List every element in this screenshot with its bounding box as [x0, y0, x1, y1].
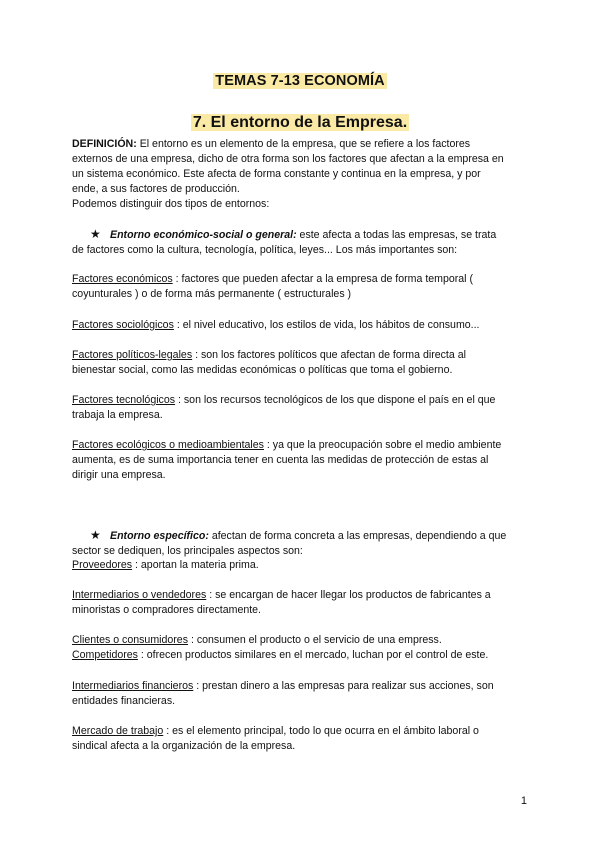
- specific-line: sector se dediquen, los principales aspectos son:: [72, 545, 303, 557]
- specific-item-line: [72, 648, 532, 663]
- specific-item: [72, 679, 532, 709]
- specific-item-text: sindical afecta a la organización de la empresa.: [72, 740, 296, 752]
- specific-line: [72, 528, 532, 544]
- star-bullet-icon: ★: [90, 528, 101, 542]
- star-bullet-icon: ★: [90, 227, 101, 241]
- specific-item: [72, 633, 532, 663]
- factor-name: Factores tecnológicos: [72, 394, 176, 406]
- factor-item: [72, 393, 532, 423]
- specific-item-text: : es el elemento principal, todo lo que ocurra en el ámbito laboral o: [163, 725, 479, 737]
- specific-item-line: [72, 679, 532, 694]
- factor-name: Factores ecológicos o medioambientales: [72, 439, 264, 451]
- factor-item: [72, 272, 532, 302]
- general-label: Entorno económico-social o general:: [110, 229, 297, 241]
- specific-item-text: minoristas o compradores directamente.: [72, 604, 262, 616]
- specific-item-name: Intermediarios financieros: [72, 680, 194, 692]
- factor-line: [72, 272, 532, 287]
- definition-line: [72, 137, 532, 152]
- specific-item-text: : se encargan de hacer llegar los productos de fabricantes a: [206, 589, 491, 601]
- factor-text: : son los factores políticos que afectan de forma directa al: [192, 349, 466, 361]
- page-number: 1: [520, 795, 527, 807]
- factor-item: [72, 318, 532, 333]
- specific-item-name: Proveedores: [72, 559, 133, 571]
- specific-item-text: : aportan la materia prima.: [132, 559, 259, 571]
- section-title-container: [0, 114, 600, 132]
- factor-line: [72, 438, 532, 453]
- specific-item-name: Mercado de trabajo: [72, 725, 164, 737]
- title-container: [0, 72, 600, 90]
- factor-text: bienestar social, como las medidas económicas o políticas que toma el gobierno.: [72, 364, 453, 376]
- factor-name: Factores sociológicos: [72, 319, 174, 331]
- definition-text: El entorno es un elemento de la empresa, que se refiere a los factores: [136, 138, 471, 150]
- factor-line: [72, 318, 532, 333]
- specific-item-line: [72, 724, 532, 739]
- factor-line: [72, 393, 532, 408]
- specific-label: Entorno específico:: [110, 530, 209, 542]
- specific-item-text: : prestan dinero a las empresas para realizar sus acciones, son: [193, 680, 494, 692]
- factor-text: : factores que pueden afectar a la empresa de forma temporal (: [172, 273, 474, 285]
- factor-text: dirigir una empresa.: [72, 469, 166, 481]
- section-title: 7. El entorno de la Empresa.: [192, 114, 408, 131]
- factor-item: [72, 348, 532, 378]
- factor-text: : ya que la preocupación sobre el medio ambiente: [263, 439, 502, 451]
- specific-item-name: Competidores: [72, 649, 138, 661]
- specific-environment-heading: [72, 528, 532, 559]
- specific-item-line: [72, 588, 532, 603]
- factor-text: coyunturales ) o de forma más permanente ( estructurales ): [72, 288, 352, 300]
- definition-line: ende, a sus factores de producción.: [72, 183, 240, 195]
- definition-line: Podemos distinguir dos tipos de entornos:: [72, 198, 270, 210]
- specific-item: [72, 588, 532, 618]
- factor-text: : son los recursos tecnológicos de los que dispone el país en el que: [175, 394, 496, 406]
- definition-line: un sistema económico. Este afecta de forma constante y continua en la empresa, y por: [72, 168, 481, 180]
- general-environment-heading: [72, 227, 532, 258]
- specific-item-text: : ofrecen productos similares en el mercado, luchan por el control de este.: [137, 649, 489, 661]
- factor-text: : el nivel educativo, los estilos de vida, los hábitos de consumo...: [173, 319, 480, 331]
- factor-item: [72, 438, 532, 483]
- specific-item-name: Intermediarios o vendedores: [72, 589, 207, 601]
- specific-item-text: : consumen el producto o el servicio de una empress.: [188, 634, 442, 646]
- specific-text: afectan de forma concreta a las empresas, dependiendo a que: [208, 530, 507, 542]
- definition-paragraph: [72, 137, 532, 212]
- specific-item-name: Clientes o consumidores: [72, 634, 188, 646]
- factor-text: trabaja la empresa.: [72, 409, 163, 421]
- specific-item: [72, 724, 532, 754]
- general-text: este afecta a todas las empresas, se trata: [296, 229, 497, 241]
- general-line: [72, 227, 532, 243]
- general-line: de factores como la cultura, tecnología, política, leyes... Los más importantes son:: [72, 244, 458, 256]
- factor-line: [72, 348, 532, 363]
- specific-item-text: entidades financieras.: [72, 695, 176, 707]
- specific-item-line: [72, 633, 532, 648]
- definition-line: externos de una empresa, dicho de otra forma son los factores que afectan a la empresa en: [72, 153, 504, 165]
- specific-item: [72, 558, 532, 573]
- factor-name: Factores políticos-legales: [72, 349, 193, 361]
- document-title: TEMAS 7-13 ECONOMÍA: [215, 73, 385, 89]
- specific-item-line: [72, 558, 532, 573]
- factor-text: aumenta, es de suma importancia tener en cuenta las medidas de protección de estas al: [72, 454, 489, 466]
- definition-label: DEFINICIÓN:: [72, 138, 137, 150]
- factor-name: Factores económicos: [72, 273, 173, 285]
